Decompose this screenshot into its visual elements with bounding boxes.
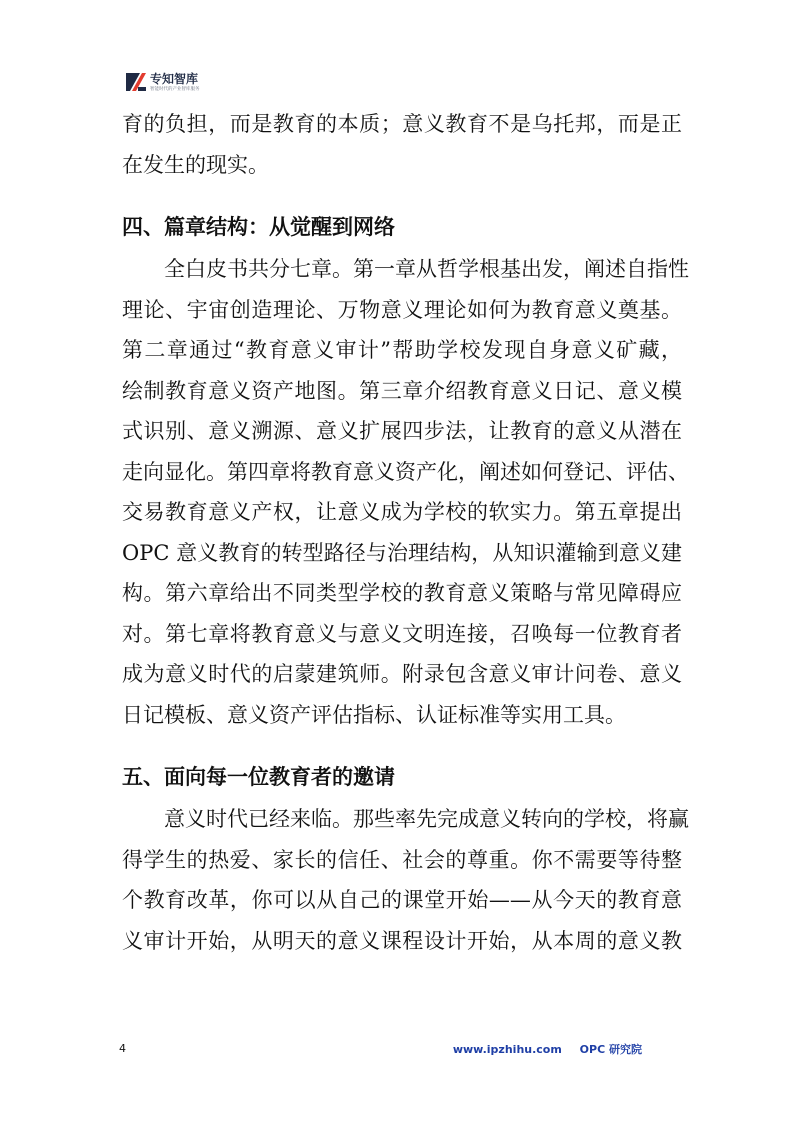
text-line: 个教育改革，你可以从自己的课堂开始——从今天的教育意 (122, 888, 682, 912)
header-logo (126, 72, 426, 96)
text-line: OPC 意义教育的转型路径与治理结构，从知识灌输到意义建 (122, 540, 682, 565)
section5-paragraph (122, 799, 689, 961)
text-line: 得学生的热爱、家长的信任、社会的尊重。你不需要等待整 (122, 847, 682, 872)
text-line: 全白皮书共分七章。第一章从哲学根基出发，阐述自指性 (122, 257, 689, 281)
text-line: 成为意义时代的启蒙建筑师。附录包含意义审计问卷、意义 (122, 662, 682, 686)
footer-links (453, 1041, 642, 1057)
page-body (122, 104, 689, 961)
page-number: 4 (119, 1042, 126, 1055)
text-line: 构。第六章给出不同类型学校的教育意义策略与常见障碍应 (122, 581, 682, 605)
text-line: 意义时代已经来临。那些率先完成意义转向的学校，将赢 (122, 807, 689, 831)
text-line: 义审计开始，从明天的意义课程设计开始，从本周的意义教 (122, 928, 682, 953)
text-line: 交易教育意义产权，让意义成为学校的软实力。第五章提出 (122, 500, 682, 524)
zhuanzhi-logo-icon (126, 73, 146, 91)
text-line: 第二章通过“教育意义审计”帮助学校发现自身意义矿藏， (122, 338, 682, 362)
section-heading-5: 五、面向每一位教育者的邀请 (122, 765, 395, 789)
text-line: 式识别、意义溯源、意义扩展四步法，让教育的意义从潜在 (122, 419, 682, 443)
continued-paragraph (122, 104, 682, 185)
logo-tagline: 智能时代的产业智库服务 (150, 87, 200, 92)
text-line: 育的负担，而是教育的本质；意义教育不是乌托邦，而是正 (122, 112, 682, 136)
text-line: 绘制教育意义资产地图。第三章介绍教育意义日记、意义模 (122, 378, 682, 403)
text-line: 对。第七章将教育意义与意义文明连接，召唤每一位教育者 (122, 621, 682, 646)
text-line: 在发生的现实。 (122, 152, 269, 177)
institute-name: OPC 研究院 (579, 1043, 642, 1056)
website-link[interactable]: www.ipzhihu.com (452, 1043, 562, 1056)
text-line: 理论、宇宙创造理论、万物意义理论如何为教育意义奠基。 (122, 297, 682, 322)
section-heading-4: 四、篇章结构：从觉醒到网络 (122, 215, 395, 239)
text-line: 日记模板、意义资产评估指标、认证标准等实用工具。 (122, 702, 626, 727)
text-line: 走向显化。第四章将教育意义资产化，阐述如何登记、评估、 (122, 459, 689, 484)
logo-name: 专知智库 (150, 72, 199, 86)
section4-paragraph (122, 249, 689, 735)
